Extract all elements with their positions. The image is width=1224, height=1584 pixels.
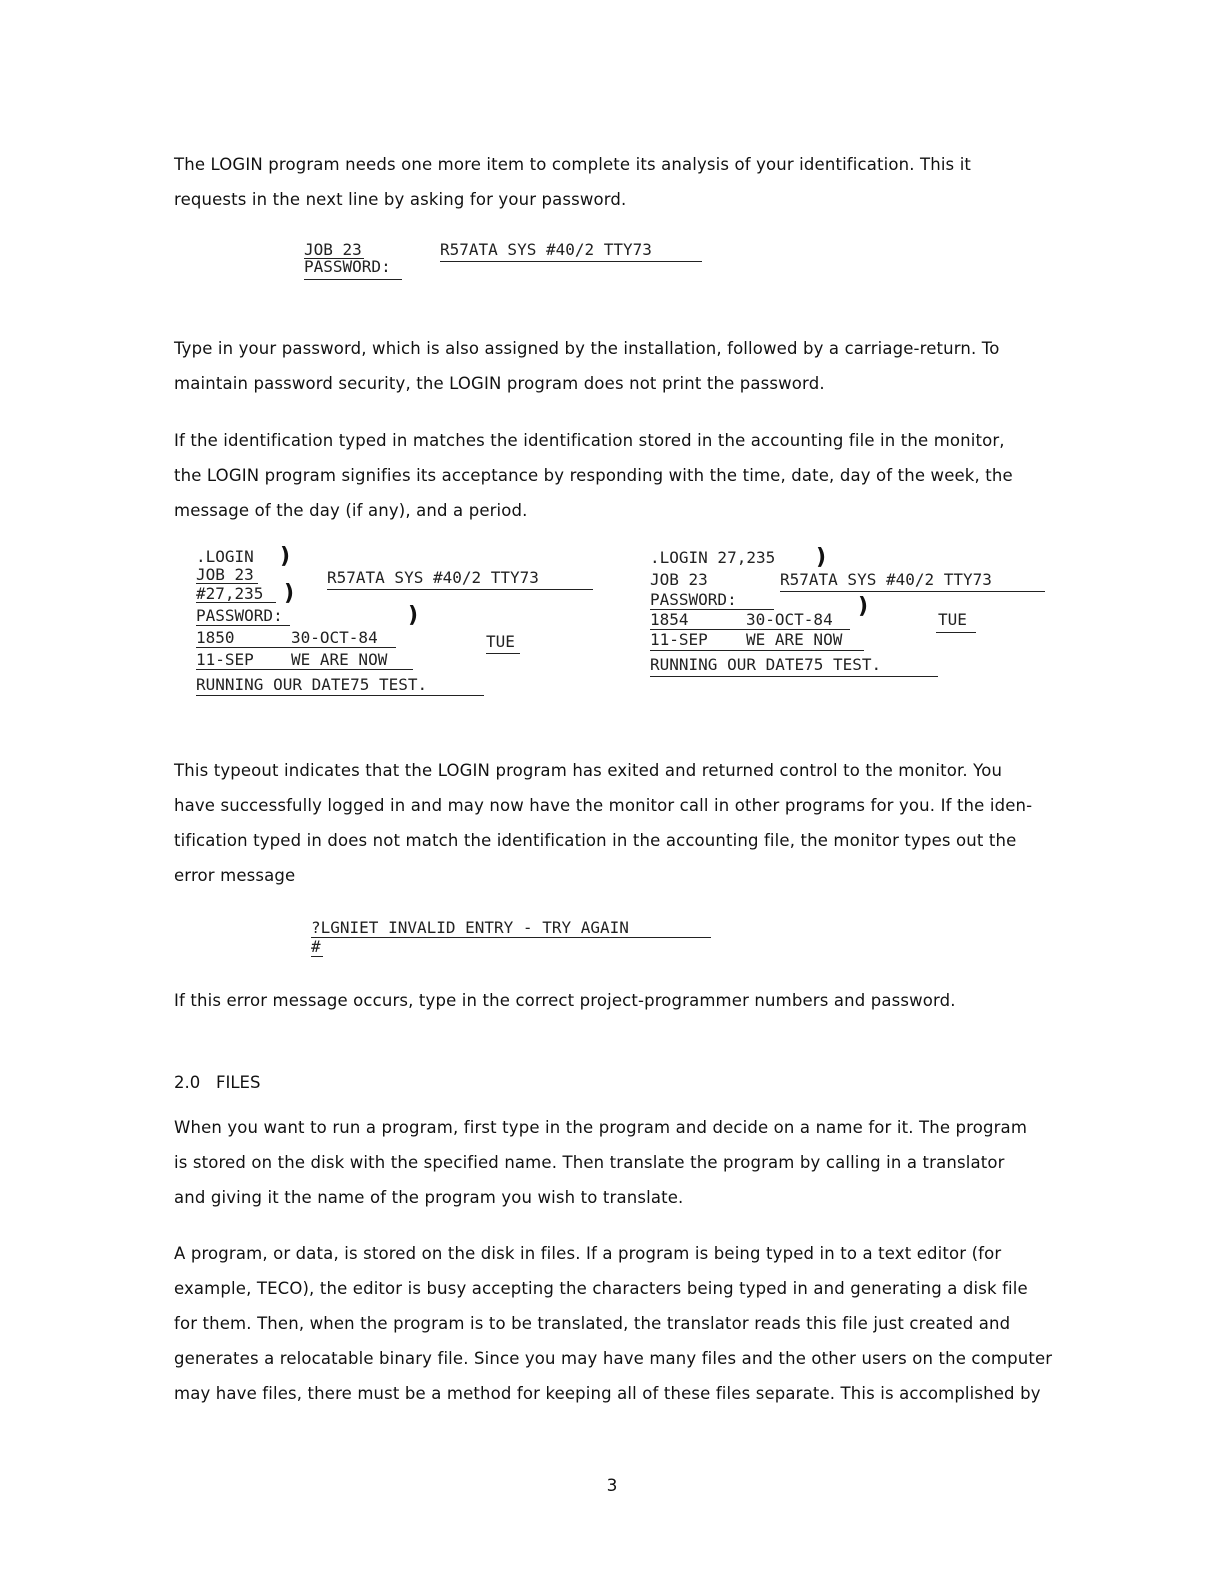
terminal-job-line: JOB 23: [196, 565, 254, 584]
text-line: may have files, there must be a method for keeping all of these files separate. This is accomplished by: [174, 1384, 1041, 1403]
text-line: The LOGIN program needs one more item to complete its analysis of your identification. This it: [174, 155, 972, 174]
underline: [440, 261, 702, 262]
text-line: Type in your password, which is also assigned by the installation, followed by a carriage-return. To: [174, 339, 1000, 358]
terminal-error-line: ?LGNIET INVALID ENTRY - TRY AGAIN: [311, 918, 629, 937]
underline: [196, 647, 396, 648]
underline: [311, 937, 711, 938]
terminal-login-time: 1854: [650, 610, 689, 629]
text-line: tification typed in does not match the identification in the accounting file, the monitor types out the: [174, 831, 1017, 850]
underline: [780, 591, 1045, 592]
terminal-password-prompt: PASSWORD:: [304, 257, 391, 276]
text-line: and giving it the name of the program you wish to translate.: [174, 1188, 684, 1207]
terminal-message-line: WE ARE NOW: [291, 650, 388, 669]
paragraph-identification-accepted: [174, 423, 1064, 528]
terminal-login-command: .LOGIN 27,235: [650, 548, 776, 567]
paragraph-files-on-disk: [174, 1236, 1064, 1411]
text-line: for them. Then, when the program is to be translated, the translator reads this file just created and: [174, 1314, 1011, 1333]
terminal-job-line: JOB 23: [650, 570, 708, 589]
terminal-prompt-line: #: [311, 937, 321, 956]
terminal-job-line: JOB 23: [304, 240, 362, 259]
terminal-login-day: TUE: [938, 610, 967, 629]
carriage-return-icon: ): [408, 603, 419, 628]
terminal-password-prompt: PASSWORD:: [650, 590, 737, 609]
text-line: message of the day (if any), and a period.: [174, 501, 528, 520]
text-line: have successfully logged in and may now have the monitor call in other programs for you. If the iden-: [174, 796, 1033, 815]
text-line: generates a relocatable binary file. Since you may have many files and the other users on the computer: [174, 1349, 1053, 1368]
terminal-message-date: 11-SEP: [196, 650, 254, 669]
terminal-message-line: WE ARE NOW: [746, 630, 843, 649]
terminal-login-date: 30-OCT-84: [291, 628, 378, 647]
underline: [196, 602, 276, 603]
terminal-login-day: TUE: [486, 632, 515, 651]
text-line: This typeout indicates that the LOGIN program has exited and returned control to the monitor. You: [174, 761, 1003, 780]
section-heading: 2.0 FILES: [174, 1073, 261, 1092]
underline: [486, 653, 520, 654]
underline: [650, 676, 938, 677]
underline: [327, 589, 593, 590]
page-number: 3: [606, 1476, 618, 1496]
carriage-return-icon: ): [280, 544, 291, 569]
carriage-return-icon: ): [284, 581, 295, 606]
text-line: If the identification typed in matches the identification stored in the accounting file in the monitor,: [174, 431, 1005, 450]
text-line: example, TECO), the editor is busy accepting the characters being typed in and generating a disk file: [174, 1279, 1028, 1298]
underline: [196, 695, 484, 696]
terminal-system-line: R57ATA SYS #40/2 TTY73: [327, 568, 539, 587]
underline: [196, 669, 413, 670]
carriage-return-icon: ): [816, 545, 827, 570]
terminal-message-line: RUNNING OUR DATE75 TEST.: [196, 675, 428, 694]
text-line: the LOGIN program signifies its acceptance by responding with the time, date, day of the week, the: [174, 466, 1013, 485]
text-line: If this error message occurs, type in the correct project-programmer numbers and password.: [174, 991, 956, 1010]
text-line: is stored on the disk with the specified name. Then translate the program by calling in a translator: [174, 1153, 1005, 1172]
underline: [936, 632, 976, 633]
paragraph-run-program: [174, 1110, 1064, 1215]
paragraph-login-password-intro: [174, 147, 1064, 217]
terminal-password-prompt: PASSWORD:: [196, 606, 283, 625]
terminal-login-date: 30-OCT-84: [746, 610, 833, 629]
terminal-system-line: R57ATA SYS #40/2 TTY73: [440, 240, 652, 259]
terminal-system-line: R57ATA SYS #40/2 TTY73: [780, 570, 992, 589]
text-line: error message: [174, 866, 296, 885]
text-line: maintain password security, the LOGIN program does not print the password.: [174, 374, 825, 393]
carriage-return-icon: ): [858, 594, 869, 619]
underline: [650, 650, 864, 651]
text-line: A program, or data, is stored on the disk in files. If a program is being typed in to a text editor (for: [174, 1244, 1002, 1263]
terminal-message-line: RUNNING OUR DATE75 TEST.: [650, 655, 882, 674]
underline: [304, 258, 364, 259]
underline: [311, 956, 323, 957]
terminal-message-date: 11-SEP: [650, 630, 708, 649]
text-line: When you want to run a program, first type in the program and decide on a name for it. The program: [174, 1118, 1028, 1137]
terminal-login-command: .LOGIN: [196, 547, 254, 566]
text-line: requests in the next line by asking for your password.: [174, 190, 627, 209]
terminal-ppn-input: #27,235: [196, 584, 264, 603]
underline: [304, 279, 402, 280]
paragraph-type-password: [174, 331, 1064, 401]
terminal-login-time: 1850: [196, 628, 235, 647]
paragraph-error-occurs: [174, 983, 1064, 1018]
paragraph-login-exited: [174, 753, 1064, 893]
underline: [196, 625, 290, 626]
